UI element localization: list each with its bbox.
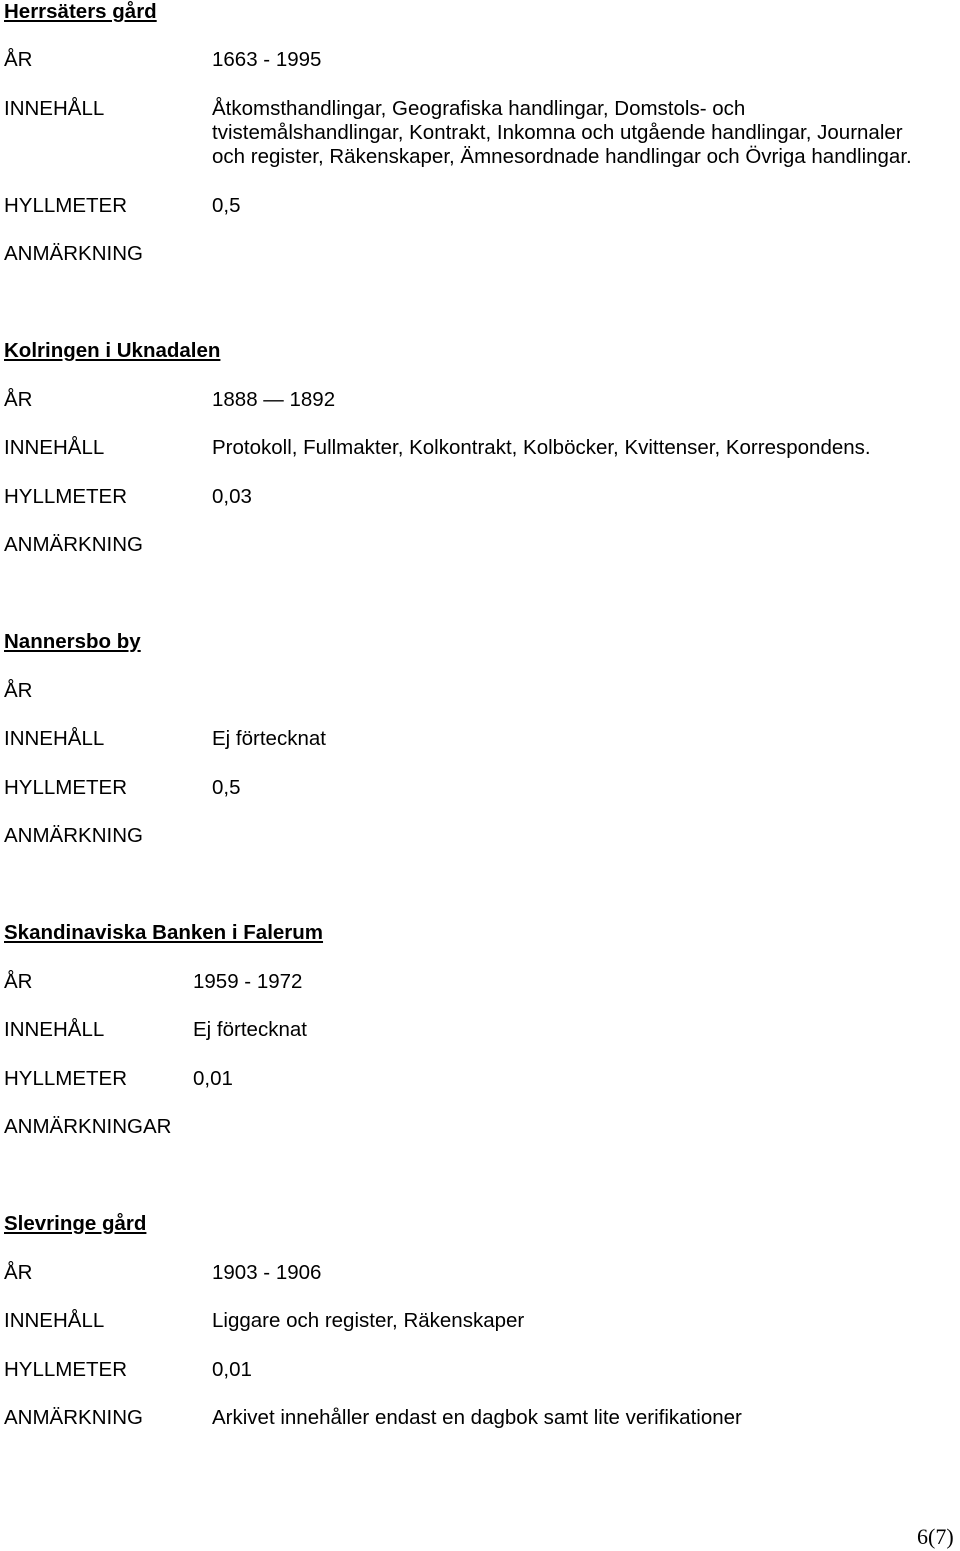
shelf-meter-value: 0,01 xyxy=(193,1067,233,1090)
section-title: Nannersbo by xyxy=(4,630,141,653)
remark-label: ANMÄRKNING xyxy=(4,533,143,556)
contents-label: INNEHÅLL xyxy=(4,97,105,120)
year-label: ÅR xyxy=(4,970,33,993)
shelf-meter-label: HYLLMETER xyxy=(4,1067,128,1090)
contents-label: INNEHÅLL xyxy=(4,436,105,459)
shelf-meter-value: 0,5 xyxy=(212,194,241,217)
shelf-meter-value: 0,01 xyxy=(212,1358,252,1381)
remark-label: ANMÄRKNING xyxy=(4,242,143,265)
contents-line: och register, Räkenskaper, Ämnesordnade handlingar och Övriga handlingar. xyxy=(212,145,912,168)
contents-line: Åtkomsthandlingar, Geografiska handlingar, Domstols- och xyxy=(212,97,746,120)
year-label: ÅR xyxy=(4,388,33,411)
remark-label: ANMÄRKNING xyxy=(4,824,143,847)
contents-label: INNEHÅLL xyxy=(4,1309,105,1332)
year-value: 1903 - 1906 xyxy=(212,1261,322,1284)
shelf-meter-value: 0,03 xyxy=(212,485,252,508)
shelf-meter-label: HYLLMETER xyxy=(4,776,128,799)
shelf-meter-label: HYLLMETER xyxy=(4,1358,128,1381)
contents-value: Ej förtecknat xyxy=(193,1018,307,1041)
year-label: ÅR xyxy=(4,1261,33,1284)
contents-line: tvistemålshandlingar, Kontrakt, Inkomna och utgående handlingar, Journaler xyxy=(212,121,903,144)
page-number: 6(7) xyxy=(917,1524,954,1549)
shelf-meter-value: 0,5 xyxy=(212,776,241,799)
contents-label: INNEHÅLL xyxy=(4,1018,105,1041)
contents-value: Liggare och register, Räkenskaper xyxy=(212,1309,525,1332)
contents-value: Ej förtecknat xyxy=(212,727,326,750)
year-label: ÅR xyxy=(4,48,33,71)
year-value: 1959 - 1972 xyxy=(193,970,303,993)
remark-label: ANMÄRKNINGAR xyxy=(4,1115,172,1138)
year-value: 1888 — 1892 xyxy=(212,388,336,411)
section-title: Skandinaviska Banken i Falerum xyxy=(4,921,324,944)
remark-value: Arkivet innehåller endast en dagbok samt lite verifikationer xyxy=(212,1406,742,1429)
shelf-meter-label: HYLLMETER xyxy=(4,485,128,508)
year-label: ÅR xyxy=(4,679,33,702)
contents-label: INNEHÅLL xyxy=(4,727,105,750)
contents-value xyxy=(212,97,912,169)
section-title: Slevringe gård xyxy=(4,1212,147,1235)
contents-value: Protokoll, Fullmakter, Kolkontrakt, Kolböcker, Kvittenser, Korrespondens. xyxy=(212,436,871,459)
year-value: 1663 - 1995 xyxy=(212,48,322,71)
remark-label: ANMÄRKNING xyxy=(4,1406,143,1429)
section-title: Kolringen i Uknadalen xyxy=(4,339,221,362)
shelf-meter-label: HYLLMETER xyxy=(4,194,128,217)
section-title: Herrsäters gård xyxy=(4,0,157,23)
